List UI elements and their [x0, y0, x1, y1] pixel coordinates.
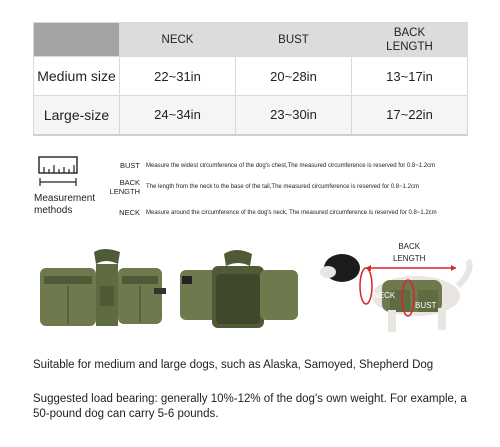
cell-bust: 20~28in	[236, 57, 352, 96]
cell-bust: 23~30in	[236, 96, 352, 135]
load-text: Suggested load bearing: generally 10%-12% of the dog's own weight. For example, a 50-pound dog can carry 5-6 pounds.	[33, 393, 467, 420]
harness-back-image	[174, 246, 304, 332]
cell-back-length: 17~22in	[352, 96, 468, 135]
cell-neck: 22~31in	[120, 57, 236, 96]
column-header-bust: BUST	[236, 23, 352, 57]
table-row	[34, 57, 468, 96]
row-label-size: Large-size	[34, 96, 120, 135]
cell-neck: 24~34in	[120, 96, 236, 135]
measure-key-back-length: BACK LENGTH	[109, 178, 140, 196]
dog-label-back-length: BACK LENGTH	[393, 242, 426, 263]
measure-key-bust: BUST	[119, 161, 140, 170]
table-header-row	[34, 23, 468, 57]
measure-desc-neck: Measure around the circumference of the dog's neck, The measured circumference is reserved for 0.8~1.2cm	[146, 210, 437, 216]
column-header-back-length: BACK LENGTH	[352, 23, 468, 57]
column-header-neck: NECK	[120, 23, 236, 57]
measure-desc-back-length: The length from the neck to the base of the tail,The measured circumference is reserved for 0.8~1.2cm	[146, 184, 419, 190]
table-row	[34, 96, 468, 135]
measure-key-neck: NECK	[119, 208, 140, 217]
ruler-icon	[38, 156, 88, 190]
measure-desc-bust: Measure the widest circumference of the dog's chest,The measured circumference is reserved for 0.8~1.2cm	[146, 163, 436, 169]
measurement-caption: Measurement methods	[34, 193, 96, 216]
dog-label-neck: NECK	[373, 291, 396, 300]
table-corner-cell	[34, 23, 120, 57]
cell-back-length: 13~17in	[352, 57, 468, 96]
harness-front-image	[34, 246, 166, 332]
size-table	[33, 22, 468, 136]
row-label-size: Medium size	[34, 57, 120, 96]
suitable-text: Suitable for medium and large dogs, such as Alaska, Samoyed, Shepherd Dog	[33, 359, 434, 371]
dog-label-bust: BUST	[415, 301, 437, 310]
